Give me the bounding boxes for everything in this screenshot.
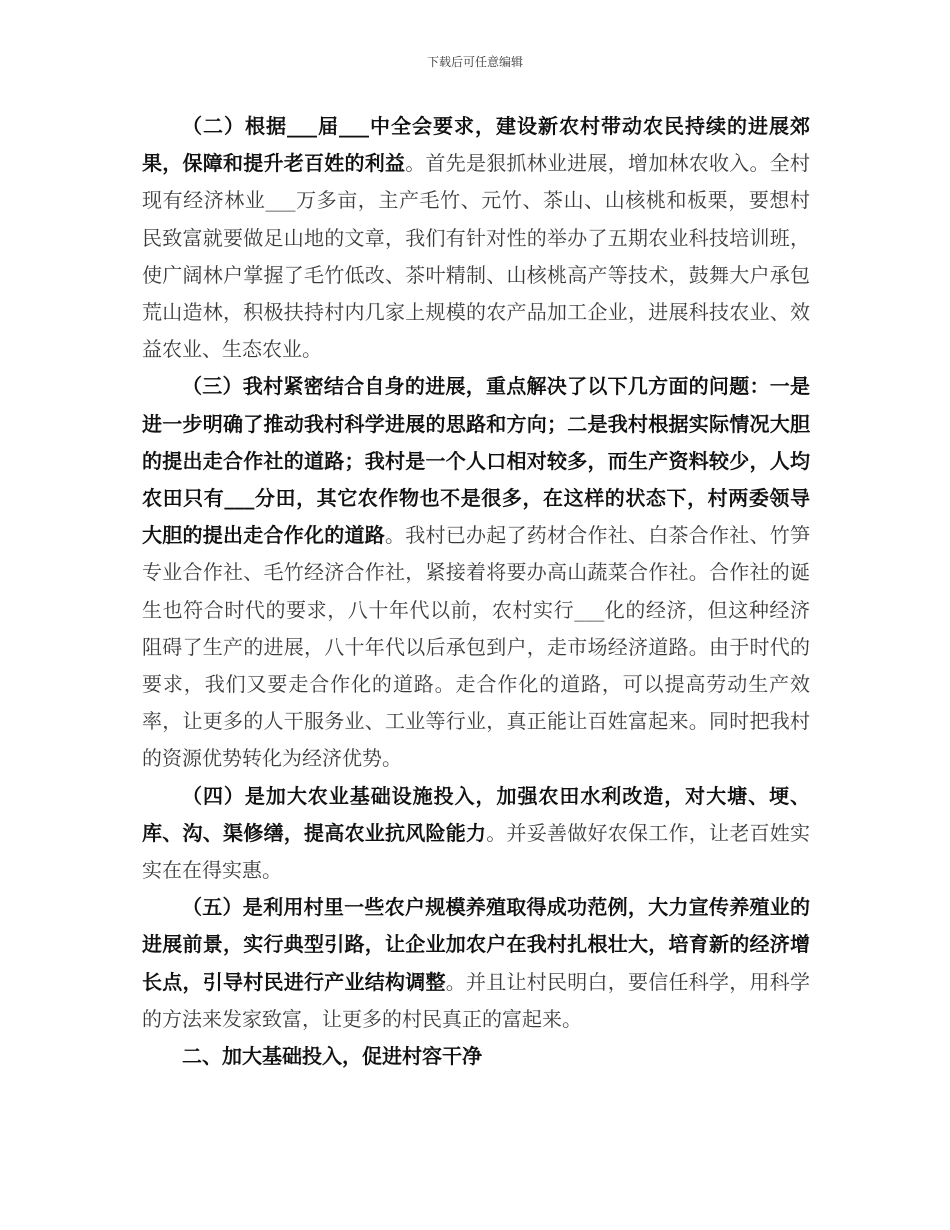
paragraph-lead: （四）是加大农业基础设施投入，加强农田水利改造，对大塘、埂、库、沟、渠修缮，提高农业抗风险能力 <box>142 783 810 845</box>
paragraph-lead: （三）我村紧密结合自身的进展，重点解决了以下几方面的问题：一是进一步明确了推动我村科学进展的思路和方向；二是我村根据实际情况大胆的提出走合作社的道路；我村是一个人口相对较多，而生产资料较少，人均农田只有___分田，其它农作物也不是很多，在这样的状态下，村两委领导大胆的提出走合作化的道路 <box>142 374 810 548</box>
paragraph-5 <box>142 889 810 1038</box>
paragraph-text: 。首先是狠抓林业进展，增加林农收入。全村现有经济林业___万多亩，主产毛竹、元竹、茶山、山核桃和板栗，要想村民致富就要做足山地的文章，我们有针对性的举办了五期农业科技培训班，使广阔林户掌握了毛竹低改、茶叶精制、山核桃高产等技术，鼓舞大户承包荒山造林，积极扶持村内几家上规模的农产品加工企业，进展科技农业、效益农业、生态农业。 <box>142 151 810 362</box>
paragraph-3 <box>142 368 810 777</box>
paragraph-text: 。并且让村民明白，要信任科学，用科学的方法来发家致富，让更多的村民真正的富起来。 <box>142 969 810 1031</box>
paragraph-text: 。我村已办起了药材合作社、白茶合作社、竹笋专业合作社、毛竹经济合作社，紧接着将要办高山蔬菜合作社。合作社的诞生也符合时代的要求，八十年代以前，农村实行___化的经济，但这种经济阻碍了生产的进展，八十年代以后承包到户，走市场经济道路。由于时代的要求，我们又要走合作化的道路。走合作化的道路，可以提高劳动生产效率，让更多的人干服务业、工业等行业，真正能让百姓富起来。同时把我村的资源优势转化为经济优势。 <box>142 523 810 771</box>
paragraph-2 <box>142 108 810 368</box>
page-header: 下载后可任意编辑 <box>426 55 523 69</box>
section-heading: 二、加大基础投入，促进村容干净 <box>182 1044 482 1069</box>
paragraph-4 <box>142 778 810 890</box>
paragraph-lead: （二）根据___届___中全会要求，建设新农村带动农民持续的进展郊果，保障和提升老百姓的利益 <box>142 114 810 176</box>
document-body <box>142 108 810 1075</box>
paragraph-text: 。并妥善做好农保工作，让老百姓实实在在得实惠。 <box>142 820 810 883</box>
paragraph-lead: （五）是利用村里一些农户规模养殖取得成功范例，大力宣传养殖业的进展前景，实行典型引路，让企业加农户在我村扎根壮大，培育新的经济增长点，引导村民进行产业结构调整 <box>142 895 810 994</box>
